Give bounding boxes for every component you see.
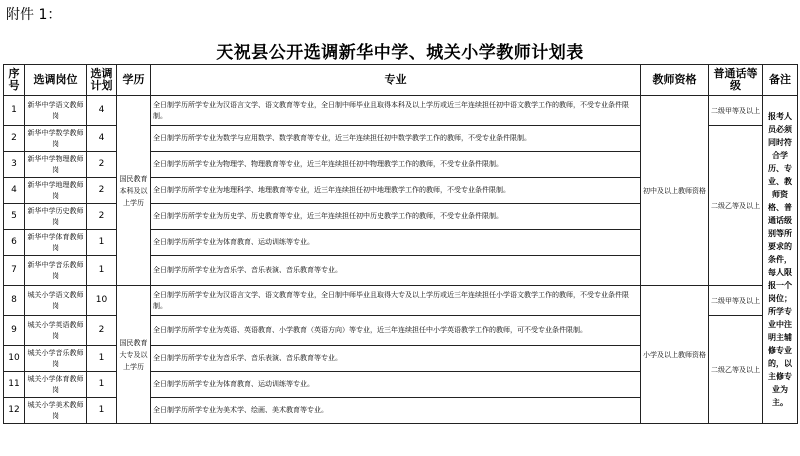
row-major: 全日制学历所学专业为音乐学、音乐表演、音乐教育等专业。 [151, 256, 641, 286]
row-count: 10 [87, 286, 117, 316]
row-post: 城关小学英语教师岗 [25, 316, 87, 346]
table-row [4, 96, 798, 126]
row-seq: 3 [4, 152, 25, 178]
education-middle: 国民教育本科及以上学历 [117, 96, 151, 286]
row-seq: 12 [4, 398, 25, 424]
row-seq: 10 [4, 346, 25, 372]
page-title: 天祝县公开选调新华中学、城关小学教师计划表 [216, 43, 584, 63]
row-major: 全日制学历所学专业为历史学、历史教育等专业，近三年连续担任初中历史教学工作的教师，不受专业条件限制。 [151, 204, 641, 230]
header-seq: 序号 [4, 65, 25, 96]
row-post: 新华中学物理教师岗 [25, 152, 87, 178]
row-post: 城关小学体育教师岗 [25, 372, 87, 398]
row-post: 城关小学语文教师岗 [25, 286, 87, 316]
header-count: 选调计划 [87, 65, 117, 96]
row-major: 全日制学历所学专业为数学与应用数学、数学教育等专业，近三年连续担任初中数学教学工作的教师，不受专业条件限制。 [151, 126, 641, 152]
row-count: 1 [87, 230, 117, 256]
header-qualification: 教师资格 [641, 65, 709, 96]
row-seq: 1 [4, 96, 25, 126]
row-major: 全日制学历所学专业为英语、英语教育、小学教育（英语方向）等专业，近三年连续担任中小学英语教学工作的教师，可不受专业条件限制。 [151, 316, 641, 346]
education-primary: 国民教育大专及以上学历 [117, 286, 151, 424]
row-major: 全日制学历所学专业为体育教育、运动训练等专业。 [151, 230, 641, 256]
row-post: 新华中学历史教师岗 [25, 204, 87, 230]
row-count: 4 [87, 126, 117, 152]
row-post: 城关小学音乐教师岗 [25, 346, 87, 372]
row-count: 1 [87, 372, 117, 398]
mandarin-level-2b-primary: 二级乙等及以上 [709, 316, 763, 424]
row-count: 1 [87, 346, 117, 372]
row-post: 新华中学音乐教师岗 [25, 256, 87, 286]
table-header-row [4, 65, 798, 96]
row-count: 1 [87, 398, 117, 424]
row-seq: 8 [4, 286, 25, 316]
row-count: 2 [87, 204, 117, 230]
header-major: 专业 [151, 65, 641, 96]
header-mandarin: 普通话等级 [709, 65, 763, 96]
row-seq: 2 [4, 126, 25, 152]
row-major: 全日制学历所学专业为地理科学、地理教育等专业，近三年连续担任初中地理教学工作的教师，不受专业条件限制。 [151, 178, 641, 204]
row-count: 2 [87, 178, 117, 204]
mandarin-level-2a-primary: 二级甲等及以上 [709, 286, 763, 316]
qualification-primary: 小学及以上教师资格 [641, 286, 709, 424]
row-count: 4 [87, 96, 117, 126]
row-post: 新华中学语文教师岗 [25, 96, 87, 126]
row-seq: 7 [4, 256, 25, 286]
qualification-middle: 初中及以上教师资格 [641, 96, 709, 286]
row-seq: 6 [4, 230, 25, 256]
mandarin-level-2a-middle: 二级甲等及以上 [709, 96, 763, 126]
row-seq: 5 [4, 204, 25, 230]
row-major: 全日制学历所学专业为音乐学、音乐表演、音乐教育等专业。 [151, 346, 641, 372]
mandarin-level-2b-middle: 二级乙等及以上 [709, 126, 763, 286]
row-count: 2 [87, 316, 117, 346]
header-remark: 备注 [763, 65, 798, 96]
row-count: 2 [87, 152, 117, 178]
table-row [4, 286, 798, 316]
row-major: 全日制学历所学专业为汉语言文学、语文教育等专业，全日制中师毕业且取得本科及以上学历或近三年连续担任初中语文教学工作的教师，不受专业条件限制。 [151, 96, 641, 126]
row-seq: 4 [4, 178, 25, 204]
row-post: 新华中学地理教师岗 [25, 178, 87, 204]
row-count: 1 [87, 256, 117, 286]
row-post: 新华中学体育教师岗 [25, 230, 87, 256]
row-major: 全日制学历所学专业为汉语言文学、语文教育等专业，全日制中师毕业且取得大专及以上学历或近三年连续担任小学语文教学工作的教师，不受专业条件限制。 [151, 286, 641, 316]
row-major: 全日制学历所学专业为物理学、物理教育等专业，近三年连续担任初中物理教学工作的教师，不受专业条件限制。 [151, 152, 641, 178]
row-seq: 11 [4, 372, 25, 398]
plan-table [3, 64, 798, 424]
header-post: 选调岗位 [25, 65, 87, 96]
row-major: 全日制学历所学专业为美术学、绘画、美术教育等专业。 [151, 398, 641, 424]
row-major: 全日制学历所学专业为体育教育、运动训练等专业。 [151, 372, 641, 398]
row-post: 新华中学数学教师岗 [25, 126, 87, 152]
remark-cell: 报考人员必须同时符合学历、专业、教师资格、普通话级别等所要求的条件，每人限报一个岗位；所学专业中注明主辅修专业的，以主修专业为主。 [763, 96, 798, 424]
row-post: 城关小学美术教师岗 [25, 398, 87, 424]
header-education: 学历 [117, 65, 151, 96]
row-seq: 9 [4, 316, 25, 346]
attachment-label: 附件 1： [6, 7, 62, 23]
